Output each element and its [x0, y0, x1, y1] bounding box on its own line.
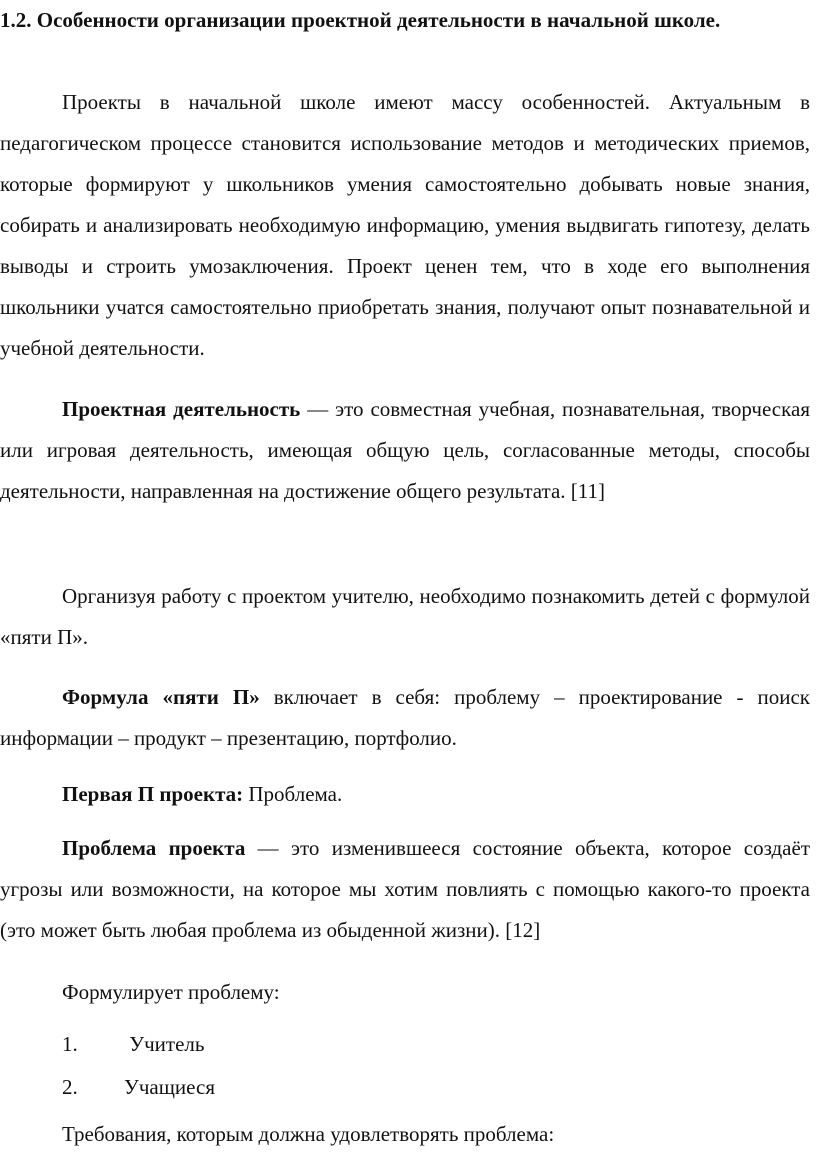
- definition-five-p-formula: включает в себя: проблему – проектирование - поиск информации – продукт – презентацию, портфолио.: [0, 685, 811, 750]
- list-item-number: 1.: [62, 1032, 78, 1056]
- definition-project-problem: — это изменившееся состояние объекта, которое создаёт угрозы или возможности, на которое мы хотим повлиять с помощью какого-то проекта (это может быть любая проблема из обыденной жизни). [12]: [0, 836, 810, 942]
- value-first-p: Проблема.: [243, 782, 343, 806]
- paragraph-requirements: Требования, которым должна удовлетворять проблема:: [62, 1122, 555, 1146]
- term-first-p: Первая П проекта:: [62, 782, 244, 806]
- list-item-text: Учитель: [124, 1032, 205, 1056]
- term-project-problem: Проблема проекта: [62, 836, 246, 860]
- definition-project-activity: — это совместная учебная, познавательная, творческая или игровая деятельность, имеющая общую цель, согласованные методы, способы деятельности, направленная на достижение общего результата. [11]: [0, 397, 810, 503]
- term-project-activity: Проектная деятельность: [62, 397, 301, 421]
- paragraph-five-p-intro: Организуя работу с проектом учителю, необходимо познакомить детей с формулой «пяти П».: [0, 584, 810, 649]
- section-heading: 1.2. Особенности организации проектной деятельности в начальной школе.: [0, 8, 721, 32]
- paragraph-first-p: [0, 774, 810, 815]
- term-five-p-formula: Формула «пяти П»: [62, 685, 260, 709]
- list-item: [62, 1067, 215, 1108]
- list-item-number: 2.: [62, 1075, 78, 1099]
- paragraph-intro: Проекты в начальной школе имеют массу особенностей. Актуальным в педагогическом процессе становится использование методов и методических приемов, которые формируют у школьников умения самостоятельно добывать новые знания, собирать и анализировать необходимую информацию, умения выдвигать гипотезу, делать выводы и строить умозаключения. Проект ценен тем, что в ходе его выполнения школьники учатся самостоятельно приобретать знания, получают опыт познавательной и учебной деятельности.: [0, 90, 810, 360]
- paragraph-project-activity: [0, 389, 810, 512]
- list-item-text: Учащиеся: [124, 1075, 215, 1099]
- paragraph-five-p-formula: [0, 677, 810, 759]
- paragraph-project-problem: [0, 828, 810, 951]
- list-item: [62, 1024, 204, 1065]
- paragraph-formulates-problem: Формулирует проблему:: [62, 980, 280, 1004]
